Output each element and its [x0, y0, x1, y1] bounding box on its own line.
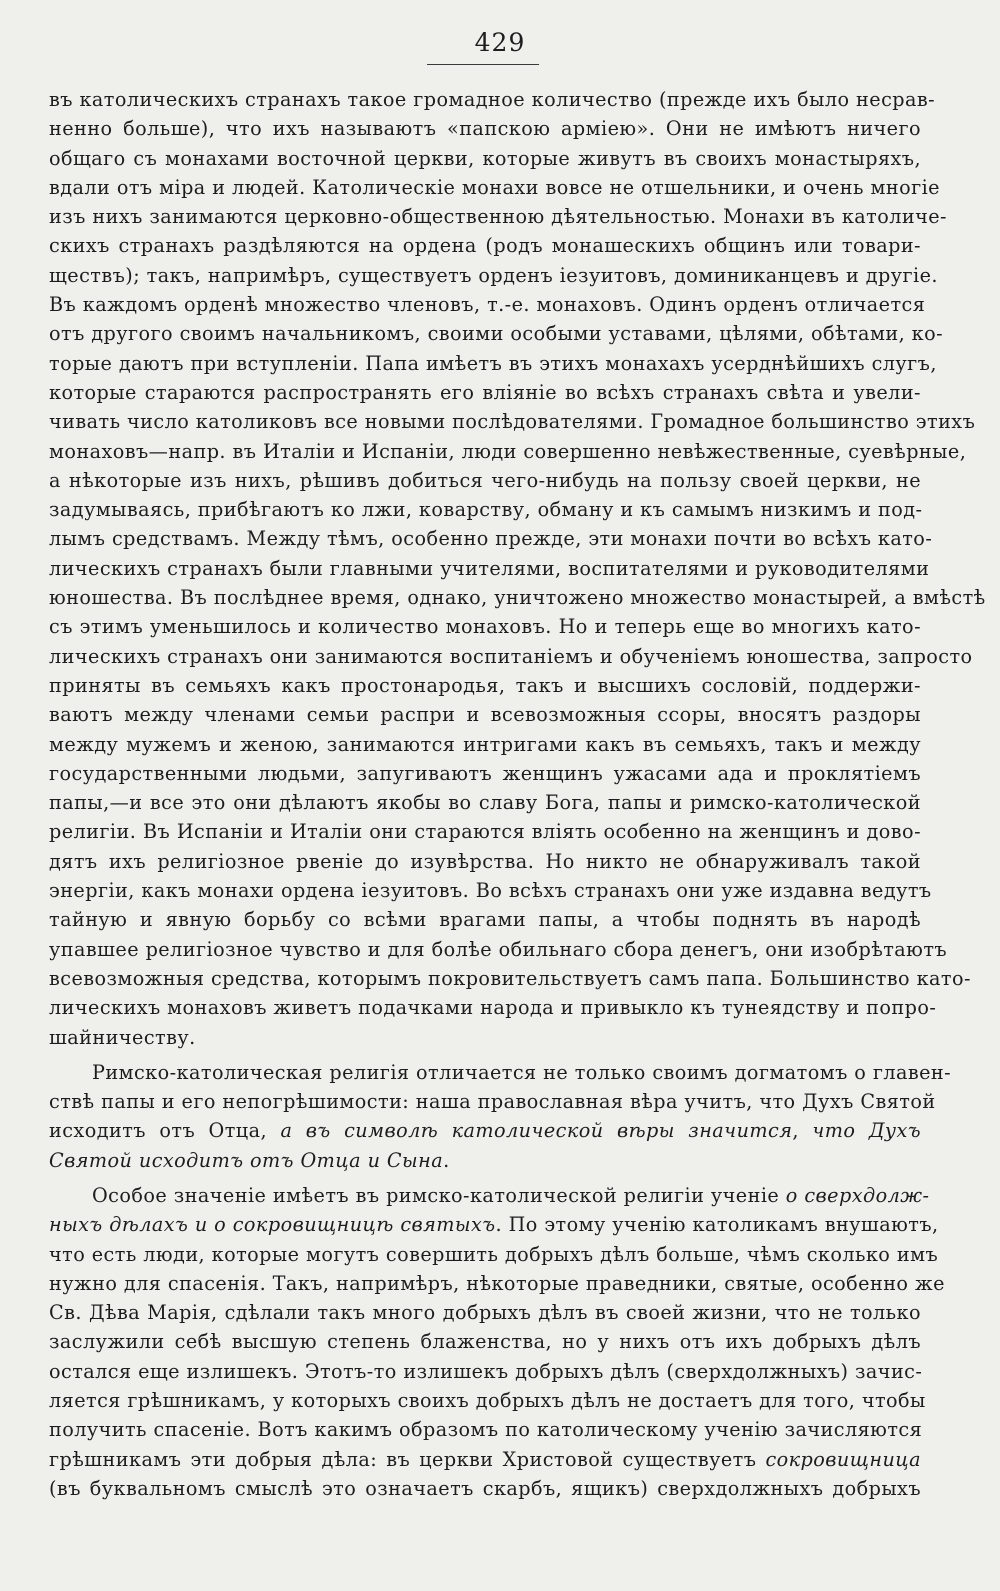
paragraph-1-line	[49, 993, 937, 1022]
paragraph-3-line	[49, 1474, 921, 1503]
text-run: торые даютъ при вступленіи. Папа имѣетъ въ этихъ монахахъ усерднѣйшихъ слугъ,	[49, 351, 937, 375]
text-run: ществъ); такъ, напримѣръ, существуетъ орденъ іезуитовъ, доминиканцевъ и другіе.	[49, 263, 938, 287]
page-number-rule	[427, 64, 539, 65]
text-run: .	[443, 1148, 450, 1172]
paragraph-1-line	[49, 319, 944, 348]
body-text	[49, 85, 986, 1503]
paragraph-1-line	[49, 144, 921, 173]
text-run: заслужили себѣ высшую степень блаженства, но у нихъ отъ ихъ добрыхъ дѣлъ	[49, 1330, 921, 1354]
paragraph-1-line	[49, 231, 921, 260]
text-run: (въ буквальномъ смыслѣ это означаетъ скарбъ, ящикъ) сверхдолжныхъ добрыхъ	[49, 1476, 921, 1500]
text-run: въ католическихъ странахъ такое громадное количество (прежде ихъ было несрав-	[49, 88, 936, 111]
text-run: съ этимъ уменьшилось и количество монаховъ. Но и теперь еще во многихъ като-	[49, 615, 921, 639]
paragraph-1-line	[49, 612, 921, 641]
paragraph-1-line	[49, 642, 973, 671]
paragraph-2-line	[49, 1116, 921, 1145]
italic-text: а въ символѣ католической вѣры значится	[280, 1119, 793, 1143]
text-run: скихъ странахъ раздѣляются на ордена (родъ монашескихъ общинъ или товари-	[49, 234, 921, 258]
text-run: лическихъ странахъ они занимаются воспитаніемъ и обученіемъ юношества, запросто	[49, 644, 973, 668]
paragraph-1-line	[49, 671, 921, 700]
text-run: ,	[792, 1119, 813, 1143]
text-run: религіи. Въ Испаніи и Италіи они стараются влiять особенно на женщинъ и дово-	[49, 820, 921, 844]
paragraph-1-line	[49, 847, 921, 876]
paragraph-1-line	[49, 759, 921, 788]
paragraph-1-line	[49, 437, 967, 466]
text-run: получить спасеніе. Вотъ какимъ образомъ по католическому ученію зачисляются	[49, 1418, 923, 1442]
paragraph-1-line	[49, 583, 986, 612]
text-run: приняты въ семьяхъ какъ простонародья, такъ и высшихъ сословій, поддержи-	[49, 673, 921, 697]
paragraph-1-line	[49, 964, 971, 993]
text-run: нужно для спасенія. Такъ, напримѣръ, нѣкоторые праведники, святые, особенно же	[49, 1271, 945, 1295]
text-run: юношества. Въ послѣднее время, однако, уничтожено множество монастырей, а вмѣстѣ	[49, 586, 986, 610]
text-run: тайную и явную борьбу со всѣми врагами папы, а чтобы поднять въ народѣ	[49, 908, 921, 932]
paragraph-1-line	[49, 466, 921, 495]
paragraph-1-line	[49, 407, 976, 436]
paragraph-1-line	[49, 261, 938, 290]
paragraph-1-line	[49, 524, 933, 553]
text-run: упавшее религіозное чувство и для болѣе обильнаго сбора денегъ, они изобрѣтаютъ	[49, 937, 948, 961]
paragraph-1-line	[49, 905, 921, 934]
italic-text: ныхъ дѣлахъ и о сокровищницѣ святыхъ	[49, 1213, 496, 1237]
paragraph-3-line	[49, 1210, 939, 1239]
paragraph-1-line	[49, 730, 921, 759]
text-run: остался еще излишекъ. Этотъ-то излишекъ добрыхъ дѣлъ (сверхдолжныхъ) зачис-	[49, 1359, 923, 1383]
paragraph-1-line	[49, 935, 948, 964]
paragraph-2-line	[49, 1146, 921, 1175]
text-run: что есть люди, которые могутъ совершить добрыхъ дѣлъ больше, чѣмъ сколько имъ	[49, 1242, 939, 1266]
page-number: 429	[474, 28, 526, 57]
paragraph-1-line	[49, 876, 932, 905]
paragraph-1-line	[49, 378, 921, 407]
paragraph-3-line	[49, 1415, 921, 1444]
paragraph-3-line	[49, 1357, 921, 1386]
paragraph-1-line	[49, 173, 940, 202]
paragraph-1-line	[49, 114, 921, 143]
text-run: ствѣ папы и его непогрѣшимости: наша православная вѣра учитъ, что Духъ Святой	[49, 1090, 936, 1114]
text-run: папы,—и все это они дѣлаютъ якобы во славу Бога, папы и римско-католической	[49, 791, 921, 815]
italic-text: что Духъ	[812, 1119, 921, 1143]
text-run: Св. Дѣва Марія, сдѣлали такъ много добрыхъ дѣлъ въ своей жизни, что не только	[49, 1301, 921, 1325]
text-run: . По этому ученію католикамъ внушаютъ,	[495, 1213, 939, 1237]
paragraph-2-line	[49, 1087, 936, 1116]
paragraph-1-line	[49, 349, 937, 378]
text-run: исходитъ отъ Отца,	[49, 1119, 281, 1143]
text-run: чивать число католиковъ все новыми послѣдователями. Громадное большинство этихъ	[49, 410, 976, 434]
paragraph-1-line	[49, 495, 921, 524]
text-run: между мужемъ и женою, занимаются интригами какъ въ семьяхъ, такъ и между	[49, 732, 921, 756]
text-run: шайничеству.	[49, 1025, 196, 1049]
text-run: Особое значеніе имѣетъ въ римско-католической религіи ученіе	[92, 1183, 786, 1207]
paragraph-1-line	[49, 817, 921, 846]
text-run: а нѣкоторые изъ нихъ, рѣшивъ добиться чего-нибудь на пользу своей церкви, не	[49, 468, 921, 492]
text-run: грѣшникамъ эти добрыя дѣла: въ церкви Христовой существуетъ	[49, 1447, 766, 1471]
italic-text: о сверхдолж-	[785, 1183, 930, 1207]
paragraph-2-line	[49, 1058, 952, 1087]
paragraph-3-line	[49, 1327, 921, 1356]
text-run: общаго съ монахами восточной церкви, которые живутъ въ своихъ монастыряхъ,	[49, 146, 921, 170]
text-run: изъ нихъ занимаются церковно-общественною дѣятельностью. Монахи въ католиче-	[49, 205, 947, 229]
paragraph-3-line	[49, 1386, 926, 1415]
paragraph-1-line	[49, 85, 936, 114]
text-run: ляется грѣшникамъ, у которыхъ своихъ добрыхъ дѣлъ не достаетъ для того, чтобы	[49, 1389, 926, 1413]
text-run: ненно больше), что ихъ называютъ «папскою арміею». Они не имѣютъ ничего	[49, 117, 921, 141]
paragraph-1-line	[49, 1023, 921, 1052]
paragraph-1-line	[49, 788, 921, 817]
text-run: энергіи, какъ монахи ордена іезуитовъ. Во всѣхъ странахъ они уже издавна ведутъ	[49, 879, 932, 903]
text-run: Римско-католическая религія отличается не только своимъ догматомъ о главен-	[92, 1060, 952, 1084]
text-run: задумываясь, прибѣгаютъ ко лжи, коварству, обману и къ самымъ низкимъ и под-	[49, 498, 923, 522]
paragraph-1-line	[49, 202, 947, 231]
text-run: всевозможныя средства, которымъ покровительствуетъ самъ папа. Большинство като-	[49, 966, 971, 990]
paragraph-3-line	[49, 1445, 921, 1474]
italic-text: сокровищница	[765, 1447, 921, 1471]
paragraph-1-line	[49, 290, 926, 319]
text-run: ваютъ между членами семьи распри и всевозможныя ссоры, вносятъ раздоры	[49, 703, 921, 727]
paragraph-1-line	[49, 700, 921, 729]
paragraph-3-line	[49, 1269, 945, 1298]
text-run: вдали отъ міра и людей. Католическіе монахи вовсе не отшельники, и очень многіе	[49, 175, 940, 199]
text-run: Въ каждомъ орденѣ множество членовъ, т.-е. монаховъ. Одинъ орденъ отличается	[49, 293, 926, 317]
text-run: отъ другого своимъ начальникомъ, своими особыми уставами, цѣлями, обѣтами, ко-	[49, 322, 944, 346]
text-run: лическихъ странахъ были главными учителями, воспитателями и руководителями	[49, 556, 930, 580]
text-run: монаховъ—напр. въ Италіи и Испаніи, люди совершенно невѣжественные, суевѣрные,	[49, 439, 967, 463]
text-run: лымъ средствамъ. Между тѣмъ, особенно прежде, эти монахи почти во всѣхъ като-	[49, 527, 933, 551]
paragraph-3-line	[49, 1240, 939, 1269]
paragraph-3-line	[49, 1298, 921, 1327]
paragraph-1-line	[49, 554, 930, 583]
text-run: государственными людьми, запугиваютъ женщинъ ужасами ада и проклятіемъ	[49, 761, 921, 785]
text-run: лическихъ монаховъ живетъ подачками народа и привыкло къ тунеядству и попро-	[49, 996, 937, 1020]
italic-text: Святой исходитъ отъ Отца и Сына	[49, 1148, 444, 1172]
text-run: которые стараются распространять его вліяніе во всѣхъ странахъ свѣта и увели-	[49, 380, 921, 404]
text-run: дятъ ихъ религіозное рвеніе до изувѣрства. Но никто не обнаруживалъ такой	[49, 849, 921, 873]
paragraph-3-line	[49, 1181, 930, 1210]
